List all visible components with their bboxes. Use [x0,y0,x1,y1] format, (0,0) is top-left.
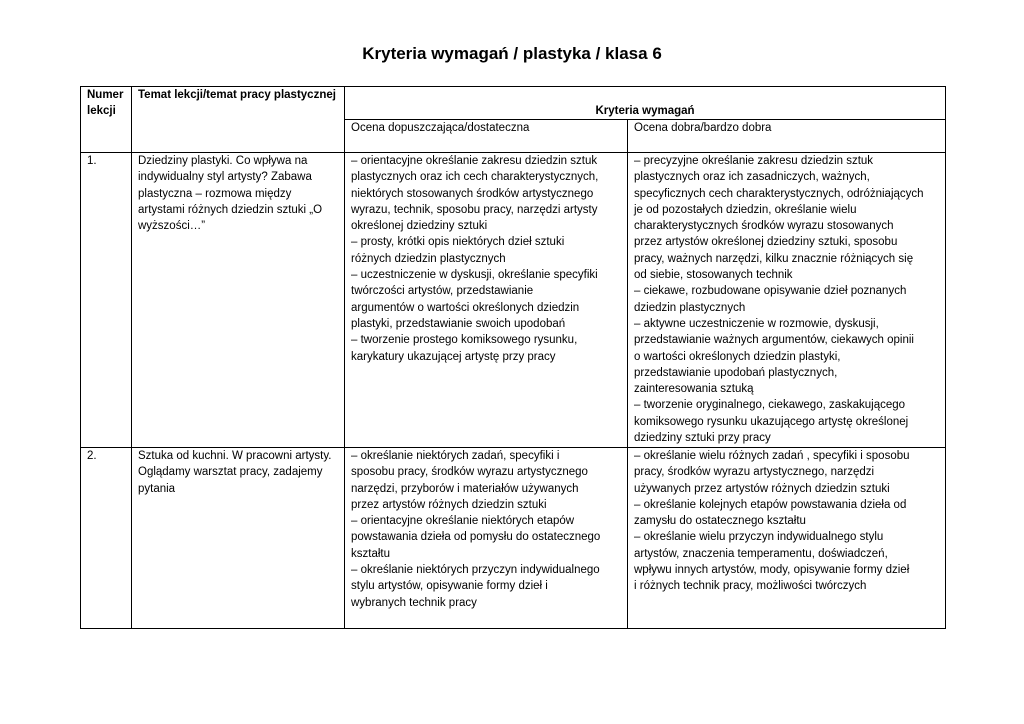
criteria-low [345,448,628,629]
header-criteria: Kryteria wymagań [345,87,946,120]
criteria-line: – tworzenie prostego komiksowego rysunku, [351,334,578,347]
criteria-line: – określanie wielu przyczyn indywidualnego stylu [634,531,884,544]
criteria-line: – określanie niektórych zadań, specyfiki i [351,450,560,462]
criteria-line: wyrazu, technik, sposobu pracy, narzędzi artysty [351,203,598,216]
criteria-line: – orientacyjne określanie zakresu dziedzin sztuk [351,155,598,167]
criteria-low [345,153,628,448]
criteria-line: – prosty, krótki opis niektórych dzieł sztuki [351,236,565,249]
criteria-line: przedstawianie upodobań plastycznych, [634,366,838,379]
table-row [81,448,946,629]
criteria-line: od siebie, stosowanych technik [634,269,793,282]
criteria-line: używanych przez artystów różnych dziedzin sztuki [634,482,890,495]
criteria-line: pracy, ważnych narzędzi, kilku znacznie różniących się [634,252,914,265]
criteria-line: – określanie niektórych przyczyn indywidualnego [351,564,600,577]
lesson-topic: Sztuka od kuchni. W pracowni artysty. Oglądamy warsztat pracy, zadajemy pytania [132,448,345,629]
criteria-line: argumentów o wartości określonych dziedzin [351,301,580,314]
criteria-line: przez artystów różnych dziedzin sztuki [351,498,547,511]
lesson-number: 1. [81,153,132,448]
criteria-line: stylu artystów, opisywanie formy dzieł i [351,580,548,593]
criteria-line: przedstawianie ważnych argumentów, ciekawych opinii [634,334,914,347]
criteria-line: – uczestniczenie w dyskusji, określanie specyfiki [351,269,598,282]
criteria-high [628,153,946,448]
criteria-line: – określanie wielu różnych zadań , specyfiki i sposobu [634,450,910,462]
criteria-line: pracy, środków wyrazu artystycznego, narzędzi [634,466,875,479]
criteria-line: – precyzyjne określanie zakresu dziedzin sztuk [634,155,874,167]
criteria-line: niektórych stosowanych środków artystycznego [351,187,594,200]
criteria-line: różnych dziedzin plastycznych [351,252,506,265]
lesson-number: 2. [81,448,132,629]
criteria-line: artystów, znaczenia temperamentu, doświadczeń, [634,547,888,560]
criteria-line: powstawania dzieła od pomysłu do ostatecznego [351,531,601,544]
criteria-line: – ciekawe, rozbudowane opisywanie dzieł poznanych [634,285,907,298]
criteria-line: twórczości artystów, przedstawianie [351,285,534,298]
criteria-line: – orientacyjne określanie niektórych etapów [351,515,575,528]
criteria-line: określonej dziedziny sztuki [351,220,488,233]
criteria-line: plastycznych oraz ich cech charakterystycznych, [351,171,599,184]
criteria-line: specyficznych cech charakterystycznych, odróżniających [634,187,924,200]
criteria-line: zainteresowania sztuką [634,383,754,396]
header-grade-high: Ocena dobra/bardzo dobra [628,120,946,153]
criteria-line: – tworzenie oryginalnego, ciekawego, zaskakującego [634,399,906,412]
lesson-topic: Dziedziny plastyki. Co wpływa na indywidualny styl artysty? Zabawa plastyczna – rozmowa między artystami różnych dziedzin sztuki „O wyższości…” [132,153,345,448]
criteria-line: – określanie kolejnych etapów powstawania dzieła od [634,498,907,511]
page-title: Kryteria wymagań / plastyka / klasa 6 [362,44,662,63]
criteria-line: kształtu [351,547,390,560]
header-grade-low: Ocena dopuszczająca/dostateczna [345,120,628,153]
criteria-line: zamysłu do ostatecznego kształtu [634,515,806,528]
criteria-line: dziedziny sztuki przy pracy [634,432,771,445]
criteria-line: przez artystów określonej dziedziny sztuki, sposobu [634,236,898,249]
criteria-line: plastyki, przedstawianie swoich upodobań [351,317,566,330]
criteria-high [628,448,946,629]
criteria-line: charakterystycznych środków wyrazu stosowanych [634,220,894,233]
criteria-line: karykatury ukazującej artystę przy pracy [351,350,556,363]
header-row [81,87,946,120]
criteria-line: o wartości określonych dziedzin plastyki, [634,350,841,363]
table-row [81,153,946,448]
header-topic: Temat lekcji/temat pracy plastycznej [132,87,345,153]
criteria-line: dziedzin plastycznych [634,301,746,314]
criteria-line: sposobu pracy, środków wyrazu artystycznego [351,466,588,479]
criteria-line: narzędzi, przyborów i materiałów używanych [351,482,579,495]
criteria-line: wpływu innych artystów, mody, opisywanie formy dzieł [634,564,910,577]
criteria-table [80,86,946,629]
criteria-line: je od pozostałych dziedzin, określanie wielu [634,203,857,216]
header-number: Numer lekcji [81,87,132,153]
criteria-line: wybranych technik pracy [351,596,477,609]
criteria-line: komiksowego rysunku ukazującego artystę określonej [634,415,909,428]
criteria-line: plastycznych oraz ich zasadniczych, ważnych, [634,171,870,184]
criteria-line: – aktywne uczestniczenie w rozmowie, dyskusji, [634,317,879,330]
criteria-line: i różnych technik pracy, możliwości twórczych [634,580,867,593]
